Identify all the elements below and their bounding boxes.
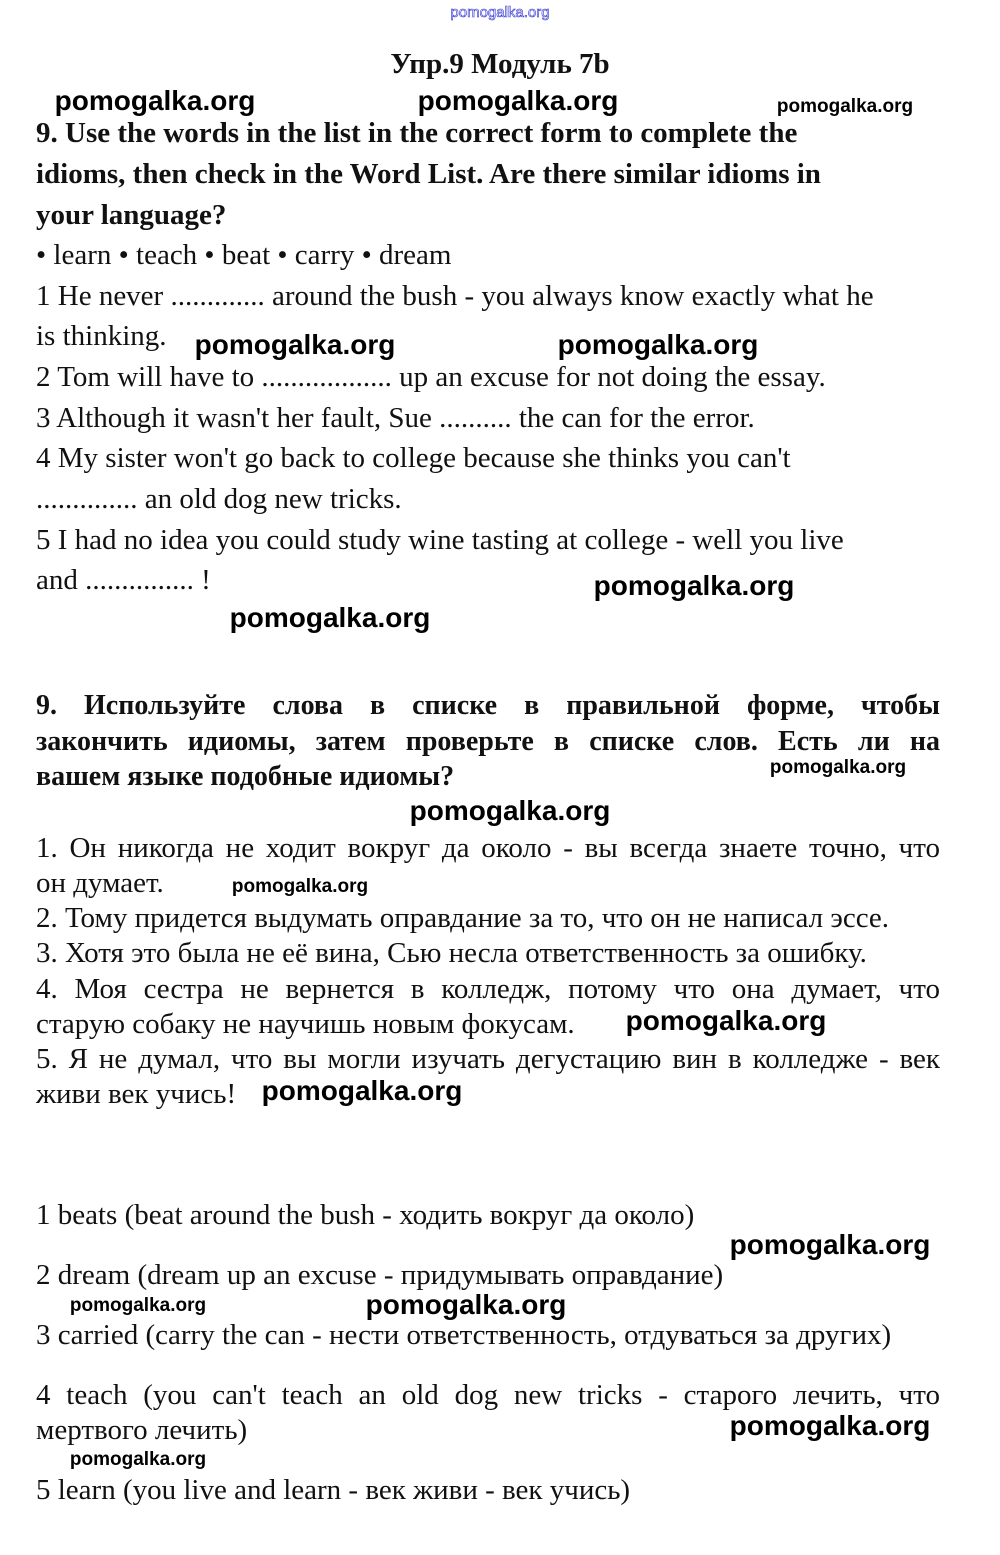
watermark: pomogalka.org — [729, 1229, 931, 1260]
watermark: pomogalka.org — [729, 1410, 931, 1441]
watermark: pomogalka.org — [625, 1005, 827, 1036]
exercise-line: 1 He never ............. around the bush - you always know exactly what he — [36, 280, 874, 312]
translation-line: он думает. — [36, 867, 164, 899]
translation-line: 3. Хотя это была не её вина, Сью несла ответственность за ошибку. — [36, 937, 867, 969]
exercise-line: and ............... ! — [36, 564, 211, 596]
watermark: pomogalka.org — [54, 85, 256, 116]
exercise-header-en: your language? — [36, 199, 227, 231]
exercise-line: 2 Tom will have to .................. up an excuse for not doing the essay. — [36, 361, 826, 393]
exercise-header-ru: вашем языке подобные идиомы? — [36, 761, 455, 792]
exercise-header-en: 9. Use the words in the list in the correct form to complete the — [36, 117, 798, 149]
watermark: pomogalka.org — [229, 602, 431, 633]
exercise-line: is thinking. — [36, 320, 167, 352]
exercise-line: .............. an old dog new tricks. — [36, 483, 402, 515]
answer-line: 4 teach (you can't teach an old dog new tricks - старого лечить, что — [36, 1379, 940, 1411]
watermark: pomogalka.org — [450, 4, 550, 21]
watermark: pomogalka.org — [69, 1295, 207, 1316]
watermark: pomogalka.org — [417, 85, 619, 116]
watermark: pomogalka.org — [69, 1449, 207, 1470]
watermark: pomogalka.org — [365, 1289, 567, 1320]
answer-line: 3 carried (carry the can - нести ответственность, отдуваться за других) — [36, 1319, 892, 1351]
translation-line: 1. Он никогда не ходит вокруг да около - вы всегда знаете точно, что — [36, 832, 940, 864]
watermark: pomogalka.org — [231, 876, 369, 897]
exercise-line: 4 My sister won't go back to college because she thinks you can't — [36, 442, 791, 474]
translation-line: 4. Моя сестра не вернется в колледж, потому что она думает, что — [36, 973, 940, 1005]
watermark: pomogalka.org — [194, 329, 396, 360]
watermark: pomogalka.org — [261, 1075, 463, 1106]
translation-line: живи век учись! — [36, 1078, 237, 1110]
answer-line: 1 beats (beat around the bush - ходить вокруг да около) — [36, 1199, 695, 1231]
exercise-header-ru: закончить идиомы, затем проверьте в списке слов. Есть ли на — [36, 726, 940, 757]
answer-line: мертвого лечить) — [36, 1414, 248, 1446]
exercise-header-ru: 9. Используйте слова в списке в правильной форме, чтобы — [36, 690, 940, 721]
exercise-line: 3 Although it wasn't her fault, Sue .......... the can for the error. — [36, 402, 755, 434]
exercise-line: 5 I had no idea you could study wine tasting at college - well you live — [36, 524, 844, 556]
watermark: pomogalka.org — [769, 757, 907, 778]
answer-line: 5 learn (you live and learn - век живи - век учись) — [36, 1474, 631, 1506]
watermark: pomogalka.org — [409, 795, 611, 826]
page-title: Упр.9 Модуль 7b — [390, 48, 610, 80]
translation-line: старую собаку не научишь новым фокусам. — [36, 1008, 575, 1040]
translation-line: 5. Я не думал, что вы могли изучать дегустацию вин в колледже - век — [36, 1043, 940, 1075]
translation-line: 2. Тому придется выдумать оправдание за то, что он не написал эссе. — [36, 902, 890, 934]
word-list: • learn • teach • beat • carry • dream — [36, 239, 452, 271]
watermark: pomogalka.org — [776, 96, 914, 117]
exercise-header-en: idioms, then check in the Word List. Are there similar idioms in — [36, 158, 821, 190]
watermark: pomogalka.org — [593, 570, 795, 601]
answer-line: 2 dream (dream up an excuse - придумывать оправдание) — [36, 1259, 724, 1291]
watermark: pomogalka.org — [557, 329, 759, 360]
